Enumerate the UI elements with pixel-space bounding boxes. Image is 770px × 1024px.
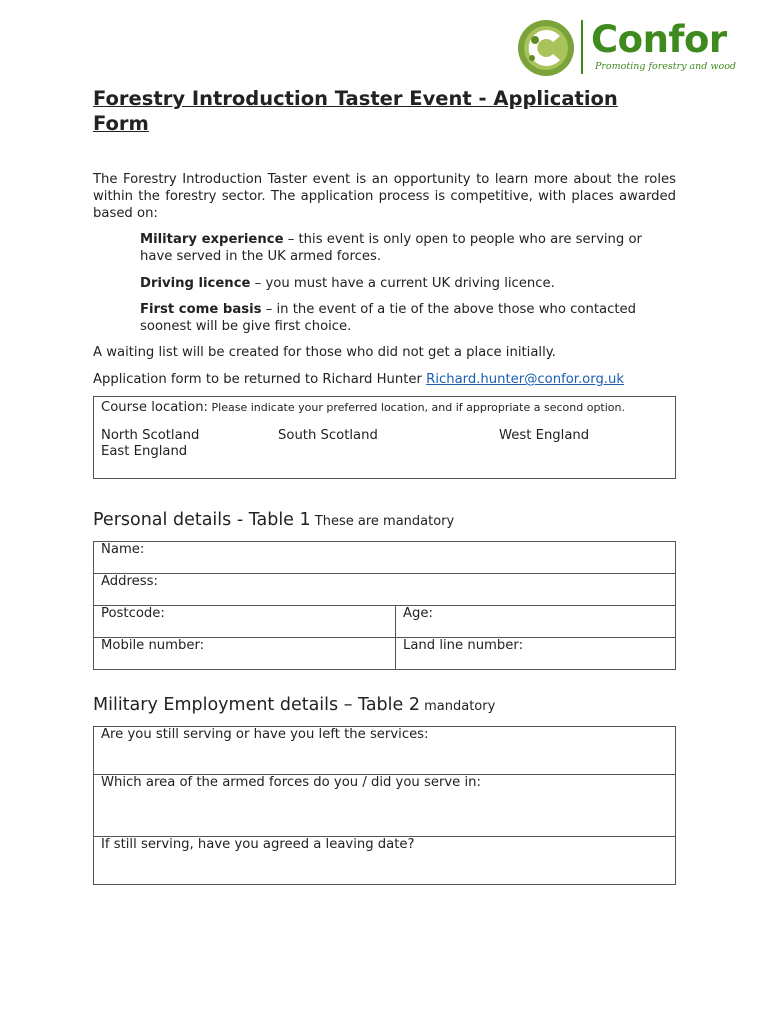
criteria-military (93, 231, 676, 265)
criteria-driving-label: Driving licence (140, 276, 251, 291)
return-instructions (93, 371, 676, 388)
leaving-date-field[interactable] (94, 837, 676, 885)
course-location-label: Course location: (101, 400, 209, 415)
title-line-2: Form (93, 112, 149, 135)
table2-note: mandatory (419, 699, 496, 714)
address-label: Address: (101, 574, 158, 589)
intro-paragraph: The Forestry Introduction Taster event is an opportunity to learn more about the roles within the forestry sector. The application process is competitive, with places awarded based on: (93, 172, 676, 221)
course-location-hint: Please indicate your preferred location, and if appropriate a second option. (208, 401, 625, 414)
address-field[interactable] (94, 574, 676, 606)
mobile-field[interactable] (94, 638, 396, 670)
table2-title: Military Employment details – Table 2 (93, 695, 420, 715)
criteria-driving (93, 275, 676, 292)
age-field[interactable] (396, 606, 676, 638)
leaving-date-label: If still serving, have you agreed a leaving date? (101, 837, 415, 852)
personal-details-table (93, 541, 676, 670)
title-line-1: Forestry Introduction Taster Event - Application (93, 87, 618, 110)
criteria-first-come (93, 301, 676, 335)
criteria-military-label: Military experience (140, 232, 284, 247)
logo-divider (581, 20, 583, 74)
mobile-label: Mobile number: (101, 638, 205, 653)
criteria-driving-text: – you must have a current UK driving licence. (250, 276, 555, 291)
landline-field[interactable] (396, 638, 676, 670)
logo-tagline: Promoting forestry and wood (595, 61, 737, 72)
military-details-table (93, 726, 676, 885)
postcode-label: Postcode: (101, 606, 165, 621)
armed-forces-area-label: Which area of the armed forces do you / did you serve in: (101, 775, 481, 790)
location-option-east-england[interactable]: East England (101, 444, 188, 459)
name-field[interactable] (94, 542, 676, 574)
serving-status-label: Are you still serving or have you left the services: (101, 727, 429, 742)
page-title (93, 86, 693, 136)
location-option-south-scotland[interactable]: South Scotland (278, 428, 378, 443)
serving-status-field[interactable] (94, 727, 676, 775)
logo-wordmark: Confor (591, 18, 727, 61)
email-link[interactable]: Richard.hunter@confor.org.uk (426, 372, 624, 387)
course-location-heading (101, 400, 625, 415)
criteria-first-come-text: – in the event of a tie of the above those who contacted soonest will be give first choice. (140, 302, 636, 334)
table1-note: These are mandatory (310, 514, 455, 529)
course-location-box (93, 396, 676, 479)
waiting-list-text: A waiting list will be created for those who did not get a place initially. (93, 345, 556, 360)
criteria-first-come-label: First come basis (140, 302, 262, 317)
landline-label: Land line number: (403, 638, 524, 653)
criteria-military-text: – this event is only open to people who are serving or have served in the UK armed forces. (140, 232, 642, 264)
confor-logo (515, 18, 740, 78)
armed-forces-area-field[interactable] (94, 775, 676, 837)
location-option-north-scotland[interactable]: North Scotland (101, 428, 200, 443)
name-label: Name: (101, 542, 145, 557)
leaf-swirl-icon (515, 18, 577, 78)
table1-heading (93, 510, 454, 530)
table1-title: Personal details - Table 1 (93, 510, 311, 530)
location-option-west-england[interactable]: West England (499, 428, 590, 443)
postcode-field[interactable] (94, 606, 396, 638)
return-text: Application form to be returned to Richard Hunter (93, 372, 427, 387)
table2-heading (93, 695, 495, 715)
age-label: Age: (403, 606, 433, 621)
